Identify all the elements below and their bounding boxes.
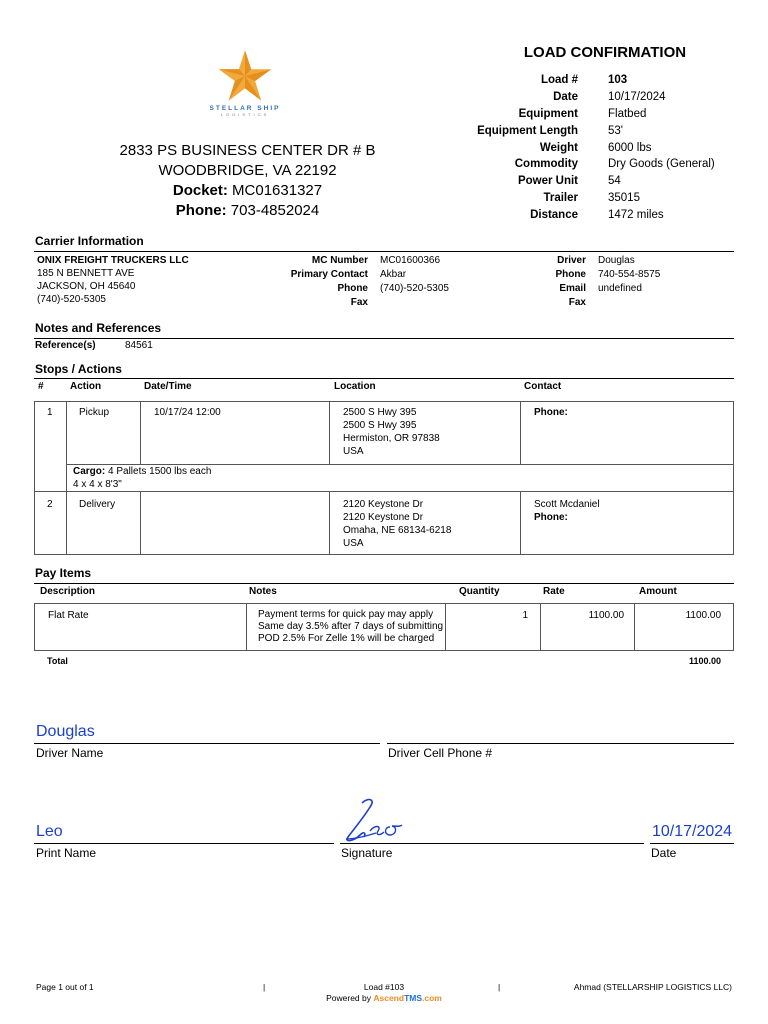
load-field-row: Date 10/17/2024 — [553, 91, 666, 104]
driver-cell-line — [387, 743, 734, 744]
stop-action: Pickup — [79, 407, 110, 418]
reference-value: 84561 — [125, 340, 153, 351]
load-confirmation-title: LOAD CONFIRMATION — [523, 44, 687, 61]
pay-description: Flat Rate — [48, 610, 89, 621]
pay-amount: 1100.00 — [685, 610, 721, 621]
star-logo-icon — [217, 48, 273, 104]
references-row: Reference(s) 84561 — [35, 340, 153, 351]
footer-user: Ahmad (STELLARSHIP LOGISTICS LLC) — [573, 982, 732, 992]
load-field-row: Power Unit 54 — [517, 175, 621, 188]
stop-cargo: Cargo: 4 Pallets 1500 lbs each 4 x 4 x 8'3" — [73, 466, 212, 490]
logo-subtitle: LOGISTICS — [220, 112, 270, 117]
stop-location: 2500 S Hwy 395 2500 S Hwy 395 Hermiston, OR 97838 USA — [343, 407, 440, 457]
company-phone: Phone: 703-4852024 — [175, 202, 320, 219]
signature-line — [340, 843, 644, 844]
signature-label: Signature — [341, 846, 393, 860]
stop-datetime: 10/17/24 12:00 — [154, 407, 221, 418]
load-field-row: Load # 103 — [540, 74, 628, 87]
driver-email-row: Email undefined — [559, 283, 642, 294]
driver-name-line — [34, 743, 380, 744]
primary-contact-row: Primary Contact Akbar — [290, 269, 407, 280]
company-logo — [200, 48, 290, 128]
date-label: Date — [651, 846, 677, 860]
stop-number: 2 — [47, 499, 53, 510]
carrier-heading: Carrier Information — [35, 234, 144, 248]
logo-name: STELLAR SHIP — [209, 105, 281, 112]
pay-notes: Payment terms for quick pay may apply Same day 3.5% after 7 days of submitting POD 2.5% For Zelle 1% will be charged — [258, 609, 444, 644]
load-field-row: Weight 6000 lbs — [539, 141, 652, 154]
load-details — [430, 72, 750, 223]
carrier-phone: (740)-520-5305 — [37, 294, 106, 305]
load-field-row: Commodity Dry Goods (General) — [514, 158, 715, 171]
company-docket: Docket: MC01631327 — [172, 182, 323, 199]
stops-table — [34, 401, 734, 555]
carrier-address1: 185 N BENNETT AVE — [37, 268, 135, 279]
pay-total-value: 1100.00 — [688, 656, 721, 666]
pay-total-label: Total — [47, 656, 68, 666]
carrier-contacts — [260, 254, 470, 310]
footer-center: Load #103 Powered by AscendTMS.com — [300, 982, 468, 1004]
stop-contact: Scott Mcdaniel Phone: — [534, 499, 600, 523]
handwritten-signature-icon — [340, 795, 410, 845]
pay-table — [34, 603, 734, 651]
load-field-row: Distance 1472 miles — [530, 208, 664, 221]
date-line — [650, 843, 734, 844]
divider — [34, 378, 734, 379]
pay-heading: Pay Items — [35, 566, 92, 580]
pay-rate: 1100.00 — [588, 610, 624, 621]
driver-fax-row: Fax — [568, 297, 586, 308]
carrier-phone-row: Phone (740)-520-5305 — [337, 283, 449, 294]
driver-row: Driver Douglas — [557, 255, 635, 266]
driver-name-label: Driver Name — [36, 746, 104, 760]
stop-location: 2120 Keystone Dr 2120 Keystone Dr Omaha, NE 68134-6218 USA — [343, 499, 452, 549]
stops-heading: Stops / Actions — [35, 362, 122, 376]
load-field-row: Equipment Flatbed — [518, 107, 647, 120]
carrier-fax-row: Fax — [350, 297, 368, 308]
driver-phone-row: Phone 740-554-8575 — [555, 269, 661, 280]
mc-number-row: MC Number MC01600366 — [311, 255, 441, 266]
signature-image — [340, 795, 410, 845]
stop-action: Delivery — [79, 499, 116, 510]
driver-name-value: Douglas — [36, 723, 95, 740]
date-value: 10/17/2024 — [652, 823, 733, 840]
powered-by: Powered by AscendTMS.com — [326, 993, 442, 1003]
carrier-address2: JACKSON, OH 45640 — [37, 281, 136, 292]
company-address-line2: WOODBRIDGE, VA 22192 — [158, 162, 337, 179]
print-name-label: Print Name — [36, 846, 97, 860]
company-info — [60, 141, 435, 221]
footer-separator: | — [498, 982, 501, 992]
load-field-row: Trailer 35015 — [543, 191, 640, 204]
carrier-block — [37, 254, 189, 306]
stop-number: 1 — [47, 407, 53, 418]
print-name-line — [34, 843, 334, 844]
stop-contact: Phone: — [534, 407, 568, 418]
pay-quantity: 1 — [522, 610, 528, 621]
notes-heading: Notes and References — [35, 321, 162, 335]
print-name-value: Leo — [36, 823, 63, 840]
divider — [34, 583, 734, 584]
carrier-name: ONIX FREIGHT TRUCKERS LLC — [37, 255, 189, 266]
footer-separator: | — [263, 982, 266, 992]
company-address-line1: 2833 PS BUSINESS CENTER DR # B — [119, 142, 376, 159]
driver-cell-label: Driver Cell Phone # — [388, 746, 493, 760]
divider — [34, 338, 734, 339]
driver-contacts — [520, 254, 720, 310]
footer-page: Page 1 out of 1 — [36, 982, 94, 992]
divider — [34, 251, 734, 252]
load-field-row: Equipment Length 53' — [477, 124, 623, 137]
